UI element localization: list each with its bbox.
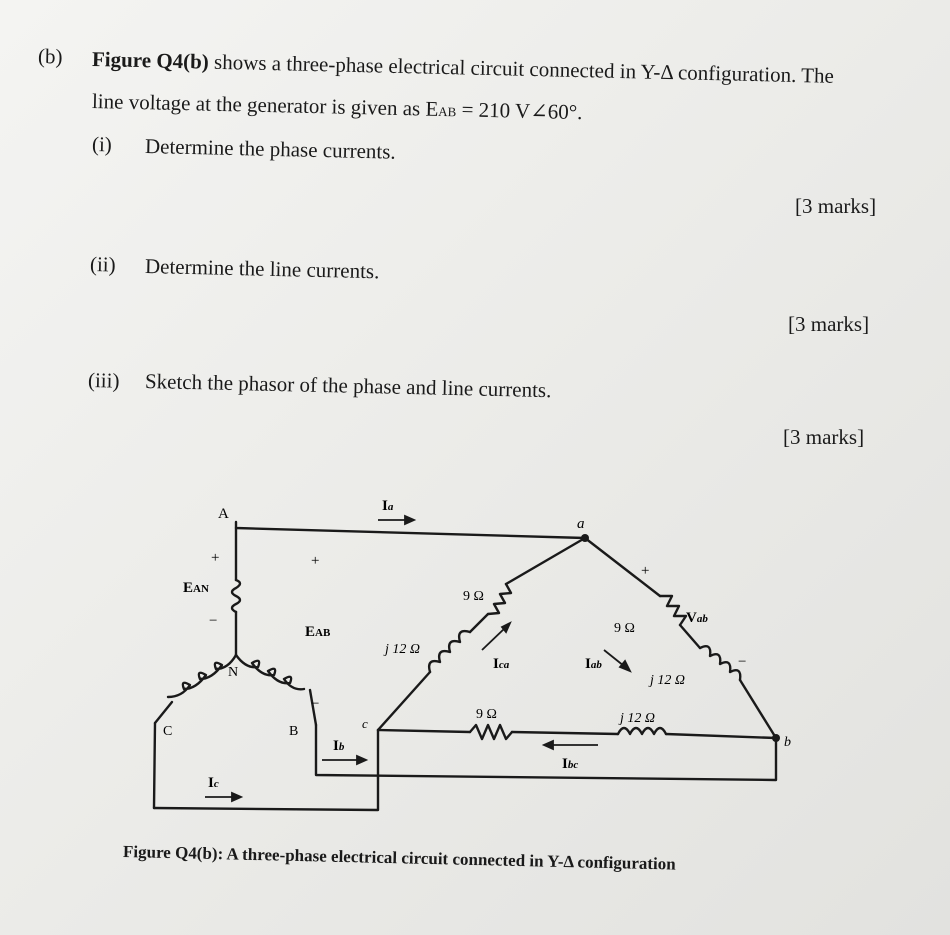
label-X-bc: j 12 Ω	[620, 711, 656, 726]
resistor-ab	[660, 596, 686, 625]
plus-EAB: +	[311, 553, 320, 569]
wire-c-ca	[378, 672, 430, 730]
label-R-ca: 9 Ω	[463, 589, 484, 604]
label-Iab: Iab	[585, 656, 602, 672]
arrow-Iab-head	[620, 661, 630, 671]
minus-Vab: −	[738, 654, 747, 670]
wire-C-down	[154, 723, 155, 808]
inductor-ab	[700, 646, 740, 680]
inductor-bc	[618, 728, 666, 734]
arrow-Ibc-head	[544, 741, 553, 749]
wire-ab-mid	[680, 625, 700, 648]
resistor-ca	[488, 584, 511, 614]
wire-bc-right	[666, 734, 776, 738]
minus-EAB: −	[311, 696, 320, 712]
intro-line-2-value: = 210 V∠60°.	[461, 97, 583, 125]
item-iii-num: (iii)	[87, 368, 120, 393]
wire-ca-a	[506, 538, 585, 584]
label-node-a: a	[577, 516, 585, 532]
item-iii-text: Sketch the phasor of the phase and line currents.	[144, 369, 552, 403]
label-Ica: Ica	[493, 656, 510, 672]
wire-ab-b	[740, 680, 776, 738]
coil-E-AN	[232, 580, 240, 612]
coil-N-C	[168, 655, 239, 697]
wire-bc-mid	[512, 732, 618, 734]
arrow-Ia-head	[405, 516, 414, 524]
item-i-text: Determine the phase currents.	[144, 134, 396, 164]
figure-ref: Figure Q4(b)	[91, 47, 210, 74]
wire-c-bc-left	[378, 730, 470, 732]
wire-C-bottom	[154, 778, 378, 810]
plus-EAN: +	[211, 550, 220, 566]
arrow-Ic-head	[232, 793, 241, 801]
arrow-Ib-head	[357, 756, 366, 764]
item-iii-marks: [3 marks]	[783, 425, 865, 449]
label-node-B: B	[289, 724, 299, 739]
item-i-num: (i)	[91, 132, 113, 157]
plus-Vab: +	[641, 563, 650, 579]
label-EAB: EAB	[305, 624, 331, 640]
resistor-bc	[470, 725, 512, 739]
intro-line-2-sub: AB	[438, 103, 457, 120]
figure-caption: Figure Q4(b): A three-phase electrical circuit connected in Y-Δ configuration	[122, 842, 676, 874]
wire-A-a	[236, 522, 585, 538]
inductor-ca	[429, 631, 470, 672]
part-label: (b)	[37, 44, 63, 69]
label-Ic: Ic	[208, 775, 219, 791]
item-ii-text: Determine the line currents.	[144, 254, 380, 284]
node-dot-a	[581, 534, 589, 542]
label-X-ab: j 12 Ω	[650, 673, 686, 688]
label-Ia: Ia	[382, 498, 394, 514]
arrow-Ica	[482, 628, 505, 650]
label-Ibc: Ibc	[562, 756, 579, 772]
node-dot-b	[772, 734, 780, 742]
intro-line-2-text: line voltage at the generator is given as E	[91, 89, 439, 121]
item-ii-num: (ii)	[89, 252, 116, 277]
label-EAN: EAN	[183, 580, 209, 596]
label-node-c: c	[362, 716, 368, 731]
label-Ib: Ib	[333, 738, 345, 754]
item-i-marks: [3 marks]	[795, 194, 877, 218]
intro-line-1-text: shows a three-phase electrical circuit connected in Y-Δ configuration. The	[213, 49, 835, 88]
label-R-bc: 9 Ω	[476, 707, 497, 722]
label-node-b: b	[784, 735, 791, 750]
label-X-ca: j 12 Ω	[385, 642, 421, 657]
label-node-A: A	[218, 506, 229, 522]
coil-N-B	[236, 655, 304, 689]
label-Vab: Vab	[686, 610, 708, 626]
minus-EAN: −	[209, 613, 218, 629]
label-R-ab: 9 Ω	[614, 621, 635, 636]
wire-coil-C	[155, 702, 172, 723]
item-ii-marks: [3 marks]	[788, 312, 870, 336]
arrow-Iab	[604, 650, 624, 666]
label-node-C: C	[163, 724, 173, 739]
label-node-N: N	[228, 665, 239, 680]
wire-ca-mid	[470, 614, 488, 632]
